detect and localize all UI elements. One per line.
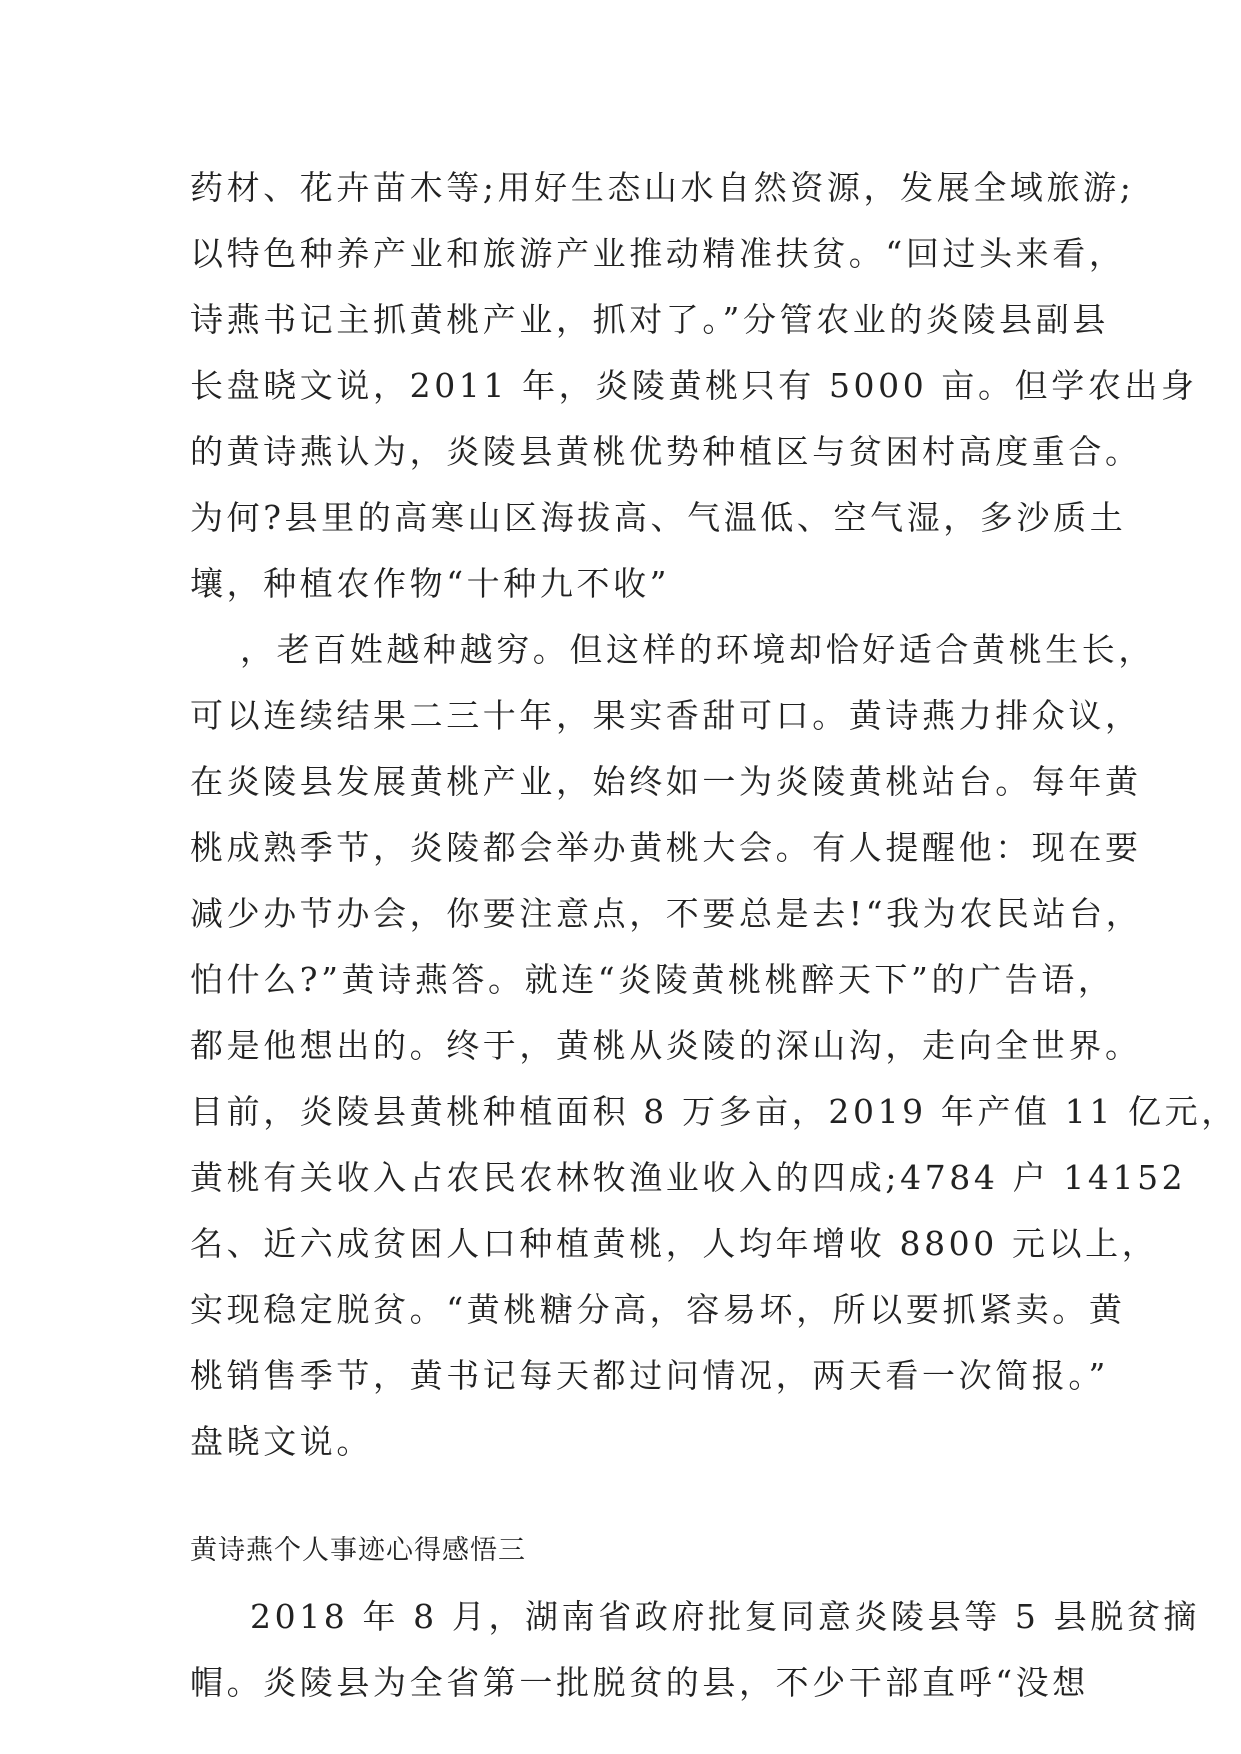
text-line: 盘晓文说。 xyxy=(190,1422,373,1461)
text-line: 的黄诗燕认为，炎陵县黄桃优势种植区与贫困村高度重合。 xyxy=(190,432,1142,471)
text-line: 黄桃有关收入占农民农林牧渔业收入的四成;4784 户 14152 xyxy=(190,1158,1187,1197)
text-line: 桃销售季节，黄书记每天都过问情况，两天看一次简报。” xyxy=(190,1356,1109,1395)
text-line: 实现稳定脱贫。“黄桃糖分高，容易坏，所以要抓紧卖。黄 xyxy=(190,1290,1126,1329)
text-line: 长盘晓文说，2011 年，炎陵黄桃只有 5000 亩。但学农出身 xyxy=(190,366,1198,405)
text-line: 桃成熟季节，炎陵都会举办黄桃大会。有人提醒他：现在要 xyxy=(190,828,1142,867)
text-line: 可以连续结果二三十年，果实香甜可口。黄诗燕力排众议， xyxy=(190,696,1142,735)
text-line: 以特色种养产业和旅游产业推动精准扶贫。“回过头来看， xyxy=(190,234,1126,273)
text-line: 怕什么?”黄诗燕答。就连“炎陵黄桃桃醉天下”的广告语， xyxy=(190,960,1115,999)
text-line: 壤，种植农作物“十种九不收” xyxy=(190,564,671,603)
text-line: 诗燕书记主抓黄桃产业，抓对了。”分管农业的炎陵县副县 xyxy=(190,300,1109,339)
text-line: 2018 年 8 月，湖南省政府批复同意炎陵县等 5 县脱贫摘 xyxy=(250,1597,1201,1636)
text-line: 在炎陵县发展黄桃产业，始终如一为炎陵黄桃站台。每年黄 xyxy=(190,762,1142,801)
text-line: ，老百姓越种越穷。但这样的环境却恰好适合黄桃生长， xyxy=(240,630,1155,669)
text-line: 减少办节办会，你要注意点，不要总是去!“我为农民站台， xyxy=(190,894,1143,933)
text-line: 药材、花卉苗木等;用好生态山水自然资源，发展全域旅游; xyxy=(190,168,1135,207)
text-line: 为何?县里的高寒山区海拔高、气温低、空气湿，多沙质土 xyxy=(190,498,1127,537)
text-line: 帽。炎陵县为全省第一批脱贫的县，不少干部直呼“没想 xyxy=(190,1663,1089,1702)
text-line: 名、近六成贫困人口种植黄桃，人均年增收 8800 元以上， xyxy=(190,1224,1159,1263)
section-heading: 黄诗燕个人事迹心得感悟三 xyxy=(190,1535,526,1566)
text-line: 目前，炎陵县黄桃种植面积 8 万多亩，2019 年产值 11 亿元， xyxy=(190,1092,1238,1131)
text-line: 都是他想出的。终于，黄桃从炎陵的深山沟，走向全世界。 xyxy=(190,1026,1142,1065)
